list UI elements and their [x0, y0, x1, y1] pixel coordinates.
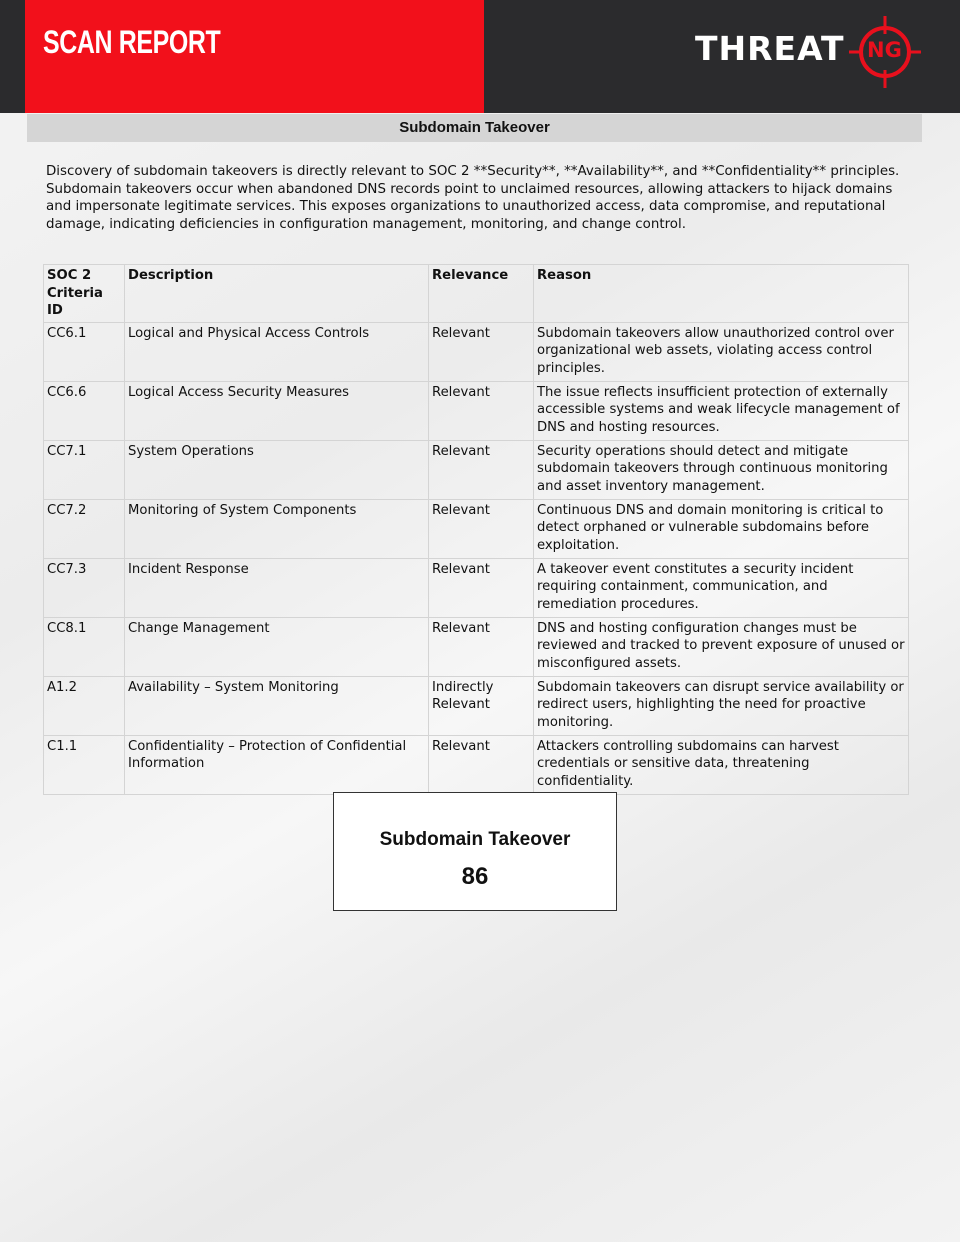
- logo-text: THREAT: [695, 29, 845, 68]
- description-cell: Logical Access Security Measures: [125, 381, 429, 440]
- table-row: [44, 558, 909, 617]
- soc2-criteria-table: [43, 264, 909, 795]
- score-value: 86: [461, 863, 489, 890]
- logo-suffix: NG: [867, 38, 902, 62]
- table-row: [44, 440, 909, 499]
- header-description: Description: [125, 265, 429, 323]
- description-cell: Change Management: [125, 617, 429, 676]
- description-cell: Availability – System Monitoring: [125, 676, 429, 735]
- threatng-logo: [695, 26, 935, 76]
- relevance-cell: Relevant: [429, 499, 534, 558]
- header-criteria-id: SOC 2 Criteria ID: [44, 265, 125, 323]
- header-relevance: Relevance: [429, 265, 534, 323]
- relevance-cell: Relevant: [429, 440, 534, 499]
- relevance-cell: Relevant: [429, 322, 534, 381]
- reason-cell: Subdomain takeovers allow unauthorized control over organizational web assets, violating access control principles.: [534, 322, 909, 381]
- description-cell: Monitoring of System Components: [125, 499, 429, 558]
- table-row: [44, 676, 909, 735]
- header-red-panel: [25, 0, 484, 113]
- table-row: [44, 499, 909, 558]
- report-header: [0, 0, 960, 113]
- reason-cell: A takeover event constitutes a security incident requiring containment, communication, and remediation procedures.: [534, 558, 909, 617]
- table-header-row: [44, 265, 909, 323]
- section-title: Subdomain Takeover: [27, 114, 922, 142]
- relevance-cell: Relevant: [429, 617, 534, 676]
- relevance-cell: Relevant: [429, 735, 534, 794]
- criteria-id-cell: CC8.1: [44, 617, 125, 676]
- reason-cell: The issue reflects insufficient protection of externally accessible systems and weak lifecycle management of DNS and hosting resources.: [534, 381, 909, 440]
- intro-paragraph: Discovery of subdomain takeovers is directly relevant to SOC 2 **Security**, **Availability**, and **Confidentiality** principles. Subdomain takeovers occur when abandoned DNS records point to unclaimed resources, allowing attackers to hijack domains and impersonate legitimate services. This exposes organizations to unauthorized access, data compromise, and reputational damage, indicating deficiencies in configuration management, monitoring, and change control.: [46, 164, 900, 233]
- table-row: [44, 735, 909, 794]
- criteria-id-cell: C1.1: [44, 735, 125, 794]
- description-cell: Confidentiality – Protection of Confidential Information: [125, 735, 429, 794]
- criteria-id-cell: CC7.2: [44, 499, 125, 558]
- reason-cell: Subdomain takeovers can disrupt service availability or redirect users, highlighting the need for proactive monitoring.: [534, 676, 909, 735]
- description-cell: System Operations: [125, 440, 429, 499]
- score-card: [333, 792, 617, 911]
- description-cell: Logical and Physical Access Controls: [125, 322, 429, 381]
- reason-cell: Continuous DNS and domain monitoring is critical to detect orphaned or vulnerable subdomains before exploitation.: [534, 499, 909, 558]
- score-label: Subdomain Takeover: [379, 829, 571, 850]
- description-cell: Incident Response: [125, 558, 429, 617]
- relevance-cell: Relevant: [429, 558, 534, 617]
- reason-cell: Security operations should detect and mitigate subdomain takeovers through continuous monitoring and asset inventory management.: [534, 440, 909, 499]
- table-row: [44, 617, 909, 676]
- criteria-id-cell: CC7.1: [44, 440, 125, 499]
- criteria-id-cell: A1.2: [44, 676, 125, 735]
- table-row: [44, 381, 909, 440]
- report-title: SCAN REPORT: [43, 24, 221, 60]
- relevance-cell: Relevant: [429, 381, 534, 440]
- criteria-id-cell: CC6.1: [44, 322, 125, 381]
- reason-cell: Attackers controlling subdomains can harvest credentials or sensitive data, threatening confidentiality.: [534, 735, 909, 794]
- reason-cell: DNS and hosting configuration changes must be reviewed and tracked to prevent exposure of unused or misconfigured assets.: [534, 617, 909, 676]
- table-row: [44, 322, 909, 381]
- criteria-id-cell: CC6.6: [44, 381, 125, 440]
- criteria-id-cell: CC7.3: [44, 558, 125, 617]
- header-reason: Reason: [534, 265, 909, 323]
- relevance-cell: Indirectly Relevant: [429, 676, 534, 735]
